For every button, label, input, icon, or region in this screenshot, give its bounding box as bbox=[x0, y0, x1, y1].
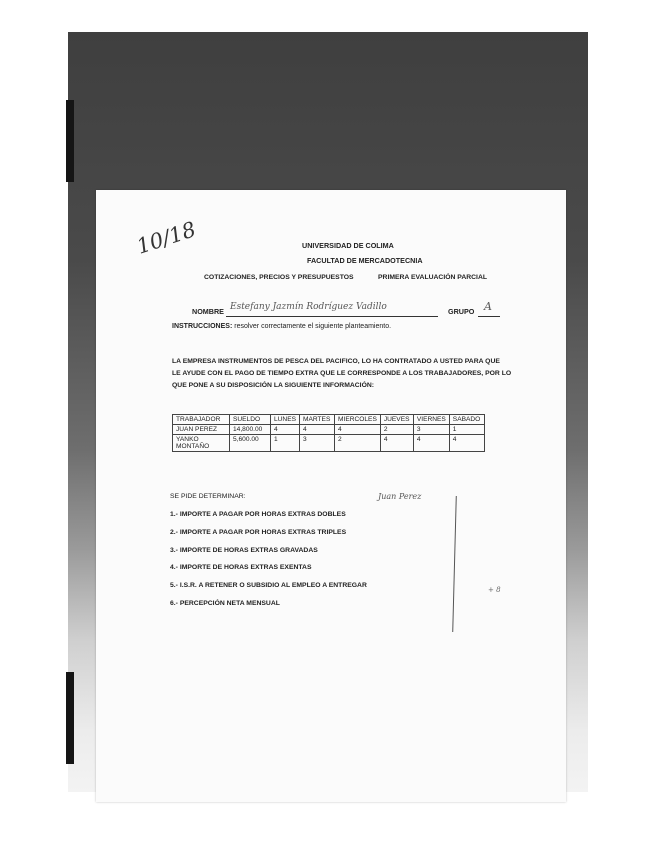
scan-edge-bar-top bbox=[66, 100, 74, 182]
col-header: LUNES bbox=[271, 415, 300, 425]
table-cell: 4 bbox=[300, 425, 335, 435]
col-header: JUEVES bbox=[380, 415, 413, 425]
problem-line-1: LA EMPRESA INSTRUMENTOS DE PESCA DEL PACIFICO, LO HA CONTRATADO A USTED PARA QUE bbox=[172, 358, 500, 365]
table-cell: 4 bbox=[335, 425, 381, 435]
table-cell: 2 bbox=[335, 435, 381, 452]
table-cell: 3 bbox=[300, 435, 335, 452]
table-row bbox=[173, 425, 485, 435]
instructions-text: resolver correctamente el siguiente planteamiento. bbox=[234, 323, 392, 330]
col-header: TRABAJADOR bbox=[173, 415, 230, 425]
handwritten-margin-mark: + 8 bbox=[488, 586, 501, 594]
table-cell: 4 bbox=[380, 435, 413, 452]
table-header-row bbox=[173, 415, 485, 425]
table-cell: YANKO MONTAÑO bbox=[173, 435, 230, 452]
handwritten-grade: 10/18 bbox=[133, 217, 199, 259]
task-item-6: 6.- PERCEPCIÓN NETA MENSUAL bbox=[170, 600, 280, 607]
task-item-2: 2.- IMPORTE A PAGAR POR HORAS EXTRAS TRIPLES bbox=[170, 529, 347, 536]
col-header: VIERNES bbox=[413, 415, 449, 425]
university-title: UNIVERSIDAD DE COLIMA bbox=[302, 241, 394, 250]
problem-line-2: LE AYUDE CON EL PAGO DE TIEMPO EXTRA QUE LE CORRESPONDE A LOS TRABAJADORES, POR LO bbox=[172, 370, 512, 377]
table-cell: 4 bbox=[413, 435, 449, 452]
task-item-3: 3.- IMPORTE DE HORAS EXTRAS GRAVADAS bbox=[170, 547, 318, 554]
instructions-label: INSTRUCCIONES: bbox=[172, 323, 233, 330]
group-value: A bbox=[484, 300, 492, 313]
name-underline bbox=[226, 316, 438, 317]
table-cell: 14,800.00 bbox=[230, 425, 271, 435]
group-underline bbox=[478, 316, 500, 317]
table-cell: JUAN PEREZ bbox=[173, 425, 230, 435]
instructions bbox=[172, 323, 391, 330]
handwritten-divider-line bbox=[452, 496, 457, 632]
table-cell: 3 bbox=[413, 425, 449, 435]
course-title: COTIZACIONES, PRECIOS Y PRESUPUESTOS bbox=[204, 274, 354, 281]
table-cell: 5,600.00 bbox=[230, 435, 271, 452]
table-cell: 1 bbox=[449, 425, 484, 435]
col-header: SUELDO bbox=[230, 415, 271, 425]
col-header: MIERCOLES bbox=[335, 415, 381, 425]
faculty-title: FACULTAD DE MERCADOTECNIA bbox=[307, 256, 423, 265]
col-header: MARTES bbox=[300, 415, 335, 425]
name-label: NOMBRE bbox=[192, 307, 224, 316]
student-name: Estefany Jazmín Rodríguez Vadillo bbox=[230, 302, 387, 312]
problem-line-3: QUE PONE A SU DISPOSICIÓN LA SIGUIENTE INFORMACIÓN: bbox=[172, 382, 375, 389]
table-row bbox=[173, 435, 485, 452]
exam-sheet bbox=[96, 190, 566, 802]
task-item-4: 4.- IMPORTE DE HORAS EXTRAS EXENTAS bbox=[170, 564, 312, 571]
table-cell: 4 bbox=[271, 425, 300, 435]
exam-title: PRIMERA EVALUACIÓN PARCIAL bbox=[378, 274, 488, 281]
table-cell: 4 bbox=[449, 435, 484, 452]
scan-edge-bar-bottom bbox=[66, 672, 74, 764]
group-label: GRUPO bbox=[448, 307, 475, 316]
handwritten-note: Juan Perez bbox=[378, 492, 422, 501]
task-item-1: 1.- IMPORTE A PAGAR POR HORAS EXTRAS DOBLES bbox=[170, 511, 346, 518]
overtime-table bbox=[172, 414, 485, 452]
table-cell: 2 bbox=[380, 425, 413, 435]
task-item-5: 5.- I.S.R. A RETENER O SUBSIDIO AL EMPLEO A ENTREGAR bbox=[170, 582, 367, 589]
tasks-label: SE PIDE DETERMINAR: bbox=[170, 493, 246, 500]
col-header: SABADO bbox=[449, 415, 484, 425]
table-cell: 1 bbox=[271, 435, 300, 452]
